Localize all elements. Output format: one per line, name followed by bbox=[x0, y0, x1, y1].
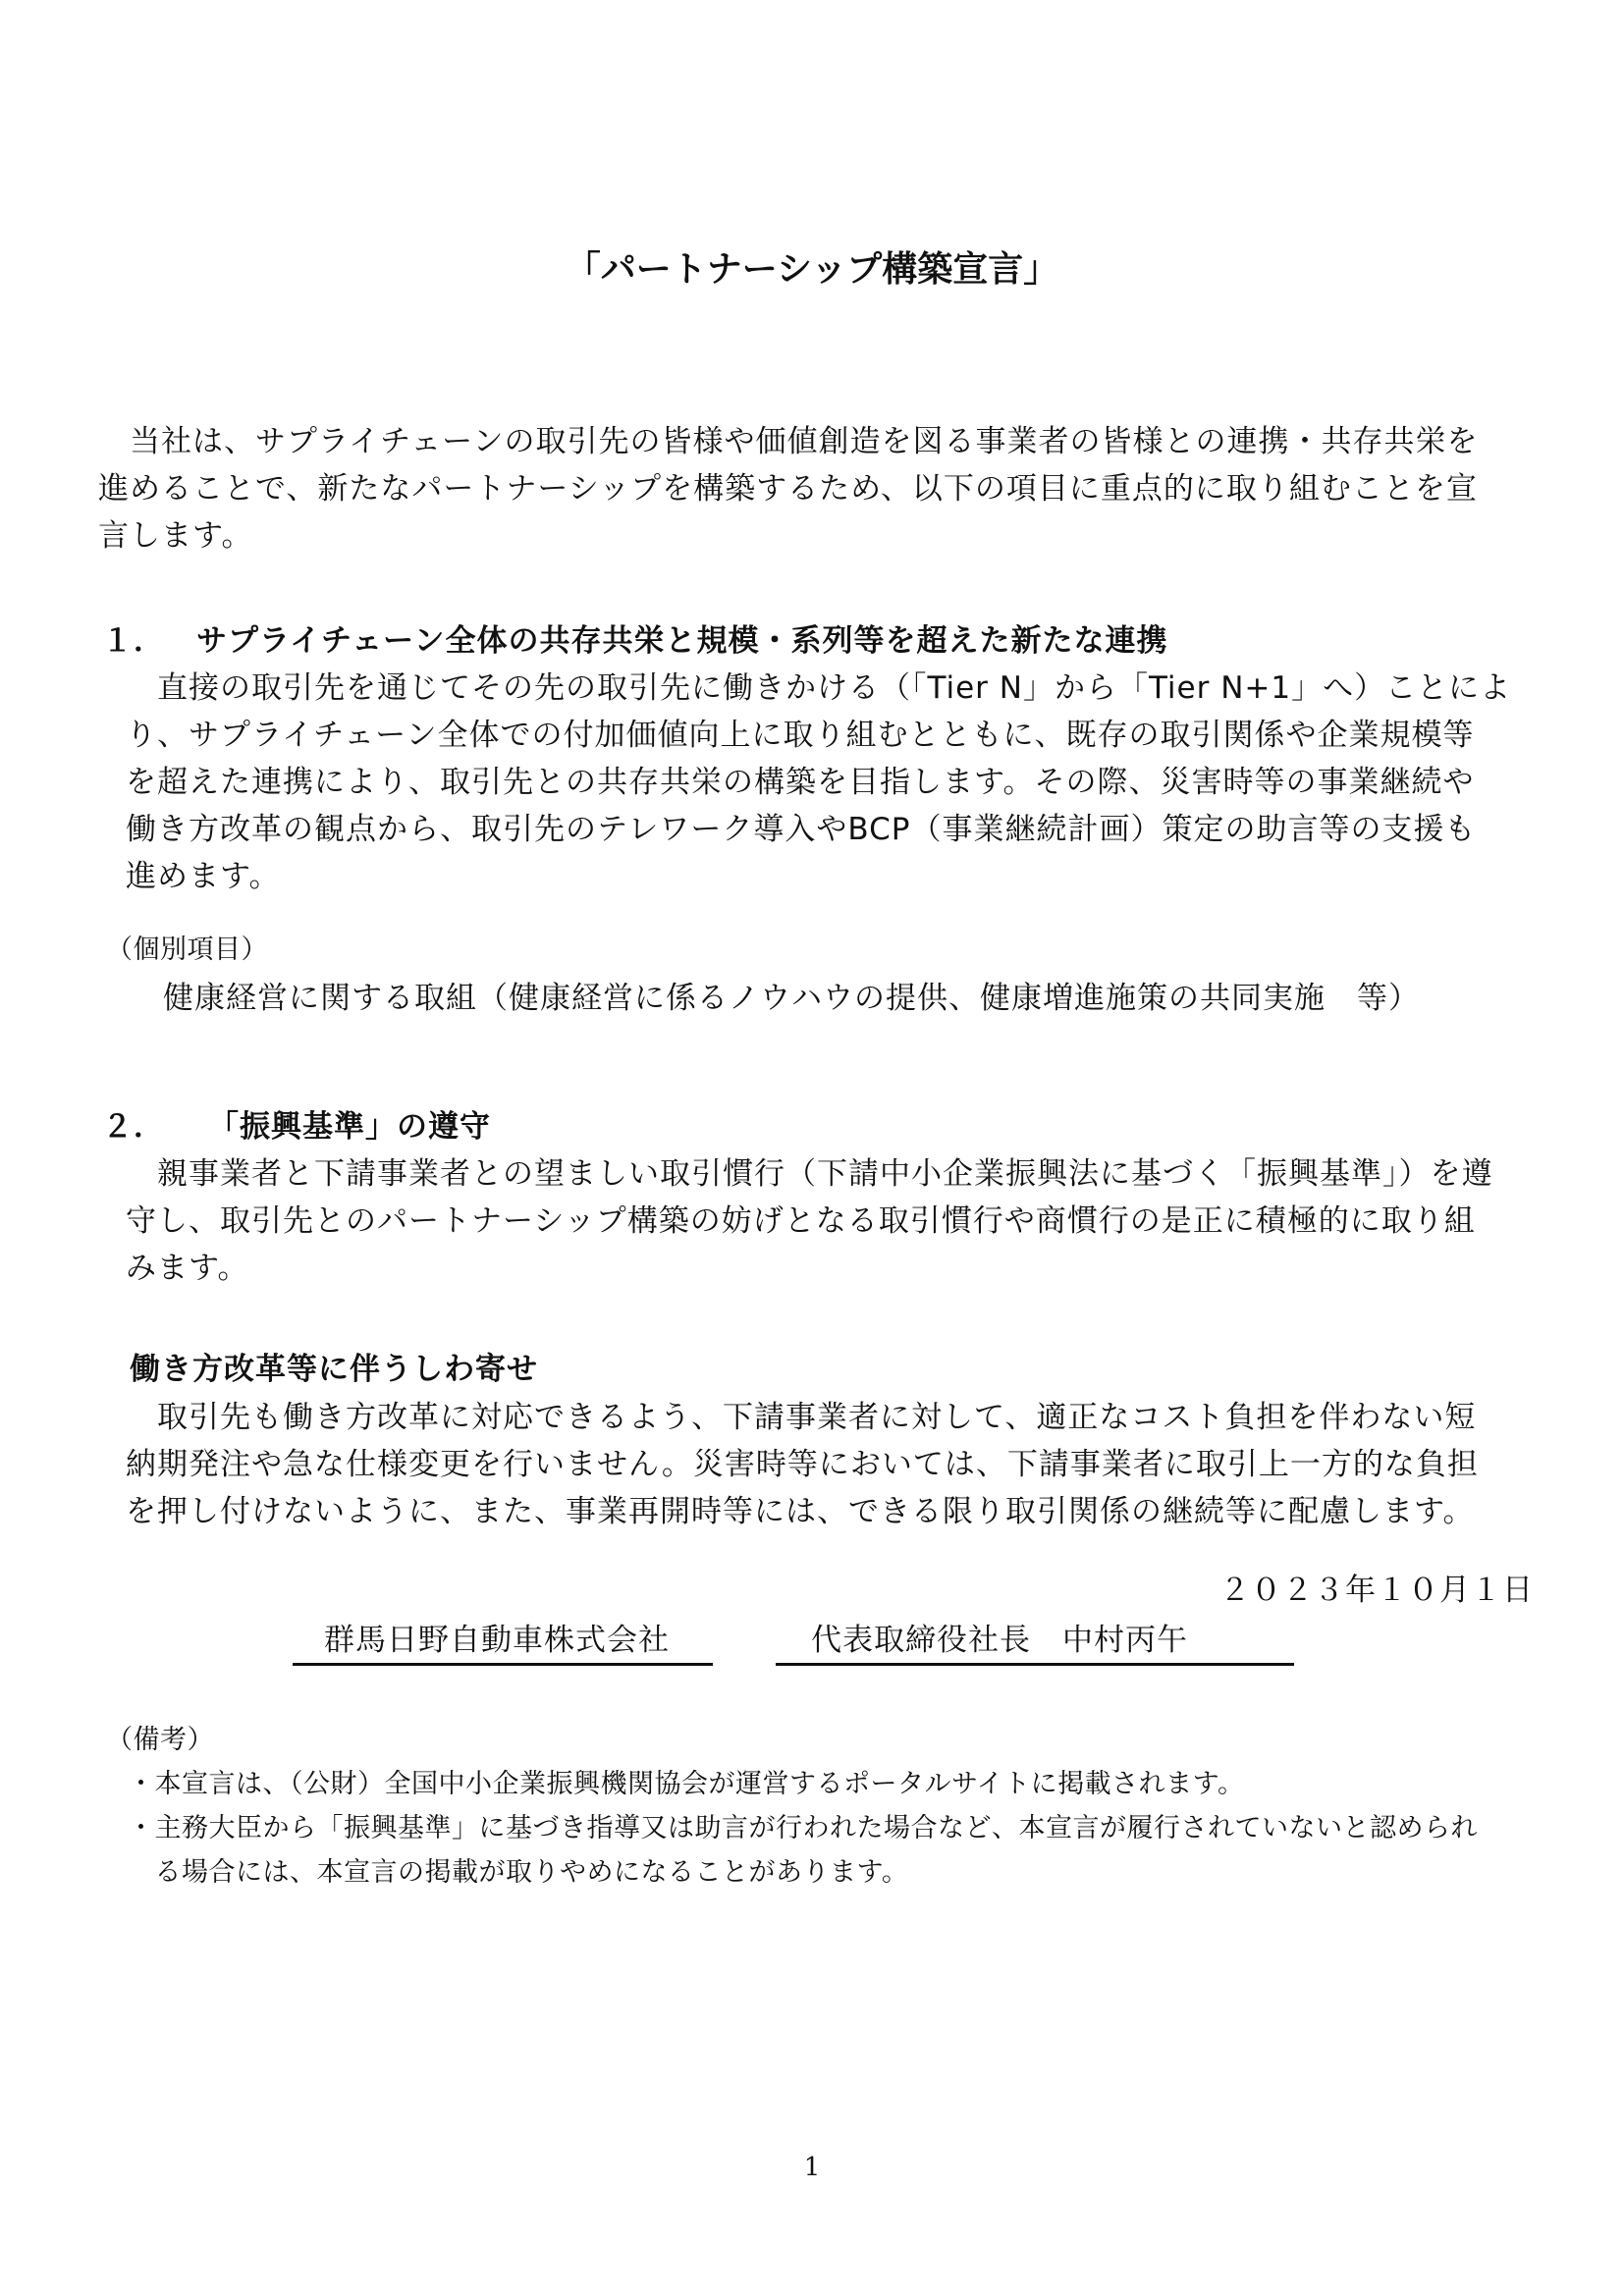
remarks-item: ・本宣言は、（公財）全国中小企業振興機関協会が運営するポータルサイトに掲載されます。 bbox=[128, 1769, 1245, 1799]
intro-line: 進めることで、新たなパートナーシップを構築するため、以下の項目に重点的に取り組むことを宣 bbox=[98, 471, 1478, 507]
section1-body-line: 直接の取引先を通じてその先の取引先に働きかける（「Tier N」から「Tier N+1」へ）ことによ bbox=[126, 670, 1512, 706]
remarks-item: る場合には、本宣言の掲載が取りやめになることがあります。 bbox=[128, 1857, 909, 1888]
section1-body-line: り、サプライチェーン全体での付加価値向上に取り組むとともに、既存の取引関係や企業規模等 bbox=[126, 718, 1475, 753]
individual-item: 健康経営に関する取組（健康経営に係るノウハウの提供、健康増進施策の共同実施 等） bbox=[163, 981, 1420, 1016]
section1-body-line: 進めます。 bbox=[126, 859, 281, 894]
section2-sub-heading: 働き方改革等に伴うしわ寄せ bbox=[130, 1352, 538, 1387]
section2-sub-body-line: 取引先も働き方改革に対応できるよう、下請事業者に対して、適正なコスト負担を伴わない短 bbox=[126, 1400, 1477, 1435]
section1-body-line: 働き方改革の観点から、取引先のテレワーク導入やBCP（事業継続計画）策定の助言等の支援も bbox=[126, 812, 1477, 847]
intro-line: 当社は、サプライチェーンの取引先の皆様や価値創造を図る事業者の皆様との連携・共存共栄を bbox=[98, 424, 1479, 459]
company-underline bbox=[293, 1663, 713, 1666]
individual-items-label: （個別項目） bbox=[106, 934, 268, 965]
section2-sub-body-line: 納期発注や急な仕様変更を行いません。災害時等においては、下請事業者に取引上一方的な負担 bbox=[126, 1447, 1479, 1482]
section1-heading: サプライチェーン全体の共存共栄と規模・系列等を超えた新たな連携 bbox=[196, 623, 1168, 659]
section1-body-line: を超えた連携により、取引先との共存共栄の構築を目指します。その際、災害時等の事業継続や bbox=[126, 765, 1475, 800]
section2-body-line: 親事業者と下請事業者との望ましい取引慣行（下請中小企業振興法に基づく「振興基準」）を遵 bbox=[126, 1156, 1493, 1192]
representative-name: 代表取締役社長 中村丙午 bbox=[811, 1623, 1188, 1658]
section1-number: １． bbox=[102, 623, 165, 659]
representative-underline bbox=[776, 1663, 1294, 1666]
section2-heading: 「振興基準」の遵守 bbox=[208, 1109, 491, 1145]
intro-line: 言します。 bbox=[98, 518, 253, 554]
remarks-item: ・主務大臣から「振興基準」に基づき指導又は助言が行われた場合など、本宣言が履行されていないと認められ bbox=[128, 1813, 1478, 1843]
declaration-date: ２０２３年１０月１日 bbox=[1219, 1573, 1534, 1608]
section2-body-line: みます。 bbox=[126, 1251, 249, 1286]
page-title: 「パートナーシップ構築宣言」 bbox=[565, 249, 1059, 290]
page-number: 1 bbox=[803, 2153, 821, 2182]
section2-body-line: 守し、取引先とのパートナーシップ構築の妨げとなる取引慣行や商慣行の是正に積極的に取り組 bbox=[126, 1203, 1476, 1239]
section2-number: ２． bbox=[102, 1109, 165, 1145]
remarks-label: （備考） bbox=[106, 1725, 214, 1755]
company-name: 群馬日野自動車株式会社 bbox=[324, 1623, 670, 1658]
section2-sub-body-line: を押し付けないように、また、事業再開時等には、できる限り取引関係の継続等に配慮します。 bbox=[126, 1494, 1475, 1529]
